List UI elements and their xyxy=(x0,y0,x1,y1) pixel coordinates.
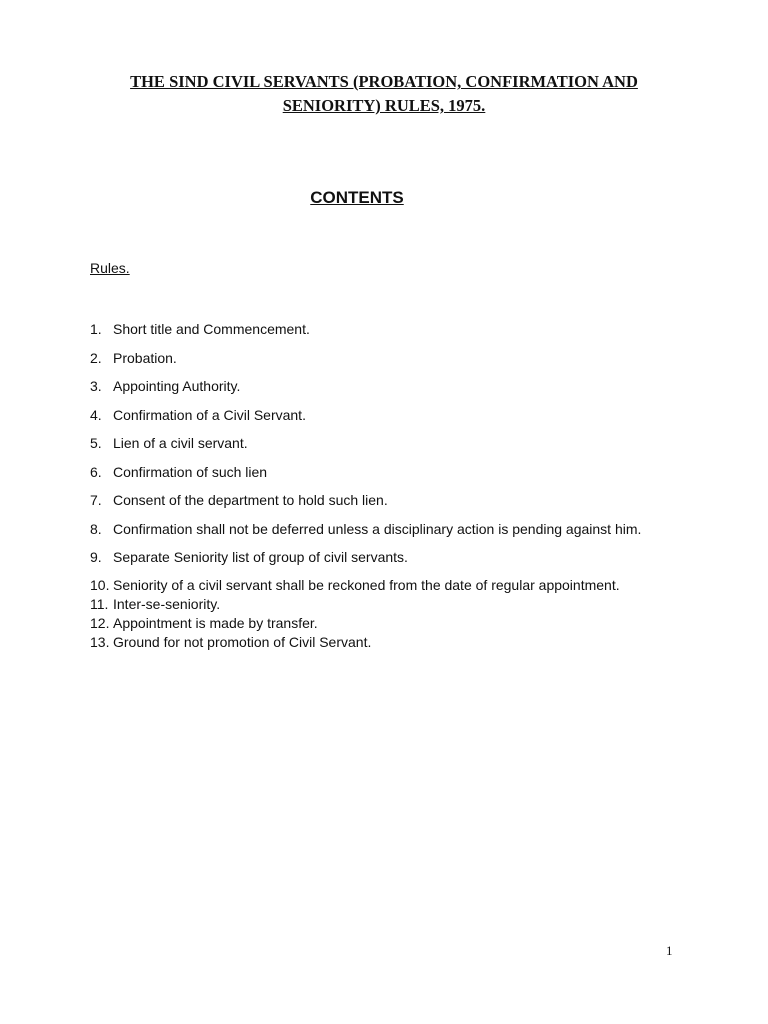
rule-item-7 xyxy=(90,491,678,509)
rule-text: Confirmation shall not be deferred unless a disciplinary action is pending against him. xyxy=(113,520,642,537)
rule-text: Confirmation of a Civil Servant. xyxy=(113,406,306,423)
rule-number: 11. xyxy=(90,596,109,612)
rule-text: Ground for not promotion of Civil Servant. xyxy=(113,634,372,650)
page-number: 1 xyxy=(666,943,673,958)
rule-text: Seniority of a civil servant shall be reckoned from the date of regular appointment. xyxy=(113,577,620,593)
contents-heading: CONTENTS xyxy=(310,188,404,207)
rule-number: 10. xyxy=(90,577,110,593)
rule-number: 4. xyxy=(90,406,102,423)
document-title-line-2: SENIORITY) RULES, 1975. xyxy=(282,96,486,115)
rule-text: Probation. xyxy=(113,349,177,366)
rule-text: Lien of a civil servant. xyxy=(113,435,248,451)
document-title xyxy=(90,70,678,118)
rule-text: Inter-se-seniority. xyxy=(113,596,221,612)
rule-text: Separate Seniority list of group of civil servants. xyxy=(113,548,408,565)
rule-item-11 xyxy=(90,595,678,614)
rules-label: Rules. xyxy=(90,260,130,276)
rule-number: 2. xyxy=(90,349,102,366)
rule-number: 6. xyxy=(90,463,102,480)
rule-item-1 xyxy=(90,320,678,338)
rule-item-13 xyxy=(90,633,678,652)
rule-text: Short title and Commencement. xyxy=(113,321,310,337)
rule-item-4 xyxy=(90,406,678,424)
rule-text: Consent of the department to hold such lien. xyxy=(113,492,388,508)
rule-item-3 xyxy=(90,377,678,395)
rule-item-6 xyxy=(90,463,678,481)
rule-number: 8. xyxy=(90,520,102,537)
rule-number: 1. xyxy=(90,321,102,337)
rule-number: 13. xyxy=(90,634,110,650)
rule-text: Appointing Authority. xyxy=(113,378,241,394)
document-title-line-1: THE SIND CIVIL SERVANTS (PROBATION, CONFIRMATION AND xyxy=(130,72,638,91)
rule-number: 9. xyxy=(90,548,102,565)
rule-item-10 xyxy=(90,576,678,595)
rule-item-2 xyxy=(90,349,678,367)
rules-list xyxy=(90,320,678,652)
rule-item-8 xyxy=(90,520,678,543)
rule-item-5 xyxy=(90,434,678,452)
rule-item-12 xyxy=(90,614,678,633)
rule-number: 3. xyxy=(90,378,102,394)
rule-number: 5. xyxy=(90,435,102,451)
rule-item-9 xyxy=(90,548,678,566)
rule-text: Appointment is made by transfer. xyxy=(113,615,318,631)
rule-number: 12. xyxy=(90,615,110,631)
rule-text: Confirmation of such lien xyxy=(113,463,268,480)
rule-number: 7. xyxy=(90,492,102,508)
